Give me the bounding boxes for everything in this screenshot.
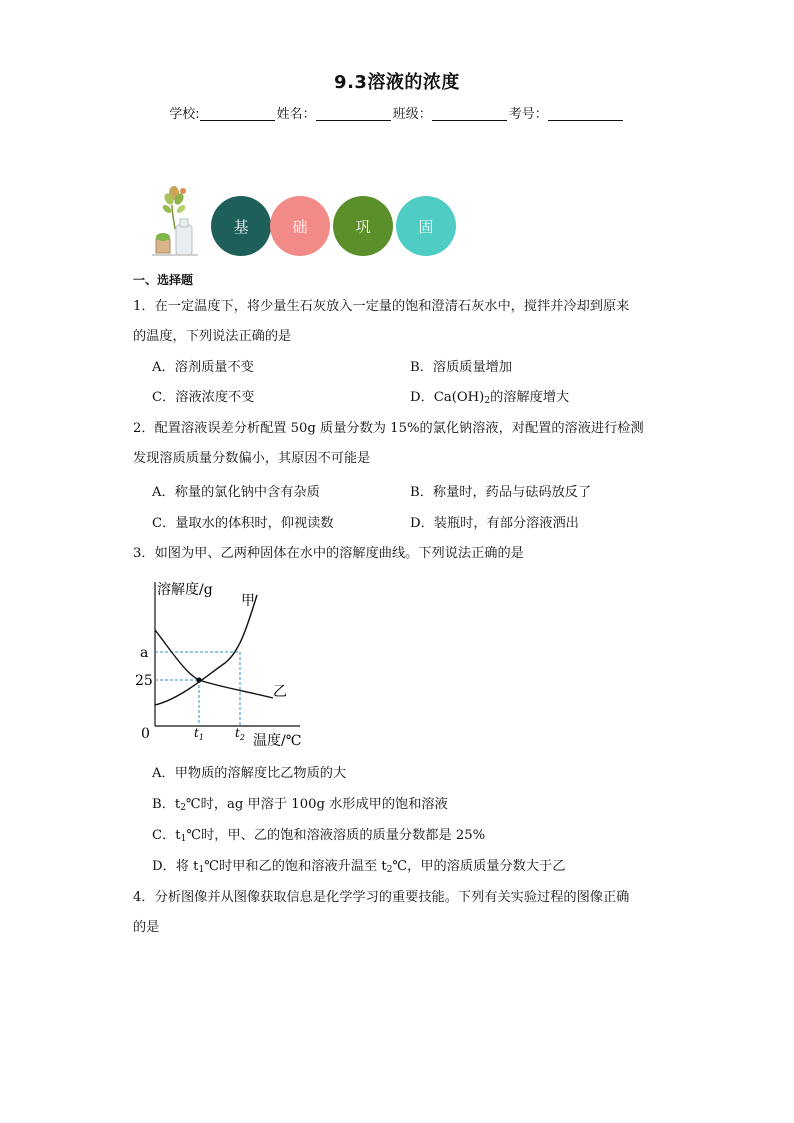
q1-d-pre: D．Ca(OH) bbox=[410, 390, 485, 405]
y-tick-25: 25 bbox=[135, 673, 153, 689]
class-blank bbox=[432, 107, 507, 121]
q3-d-post: ℃，甲的溶质质量分数大于乙 bbox=[392, 859, 566, 874]
number-label: 考号： bbox=[508, 107, 548, 122]
x-tick-t2-t: t bbox=[235, 726, 240, 740]
q1-option-c: C．溶液浓度不变 bbox=[152, 390, 255, 405]
school-blank bbox=[200, 107, 275, 121]
q3-b-sub: 2 bbox=[180, 803, 186, 813]
section-heading: 一、选择题 bbox=[133, 273, 194, 287]
q3-d-sub2: 2 bbox=[386, 865, 393, 875]
q3-option-c bbox=[152, 826, 485, 849]
question-1-line2: 的温度，下列说法正确的是 bbox=[133, 329, 292, 344]
q3-c-post: ℃时，甲、乙的饱和溶液溶质的质量分数都是 25% bbox=[186, 828, 486, 843]
q1-option-d bbox=[410, 388, 569, 411]
x-tick-t1-sub: 1 bbox=[198, 733, 204, 742]
badge-gu-text: 固 bbox=[418, 217, 434, 236]
question-3-line1: 3．如图为甲、乙两种固体在水中的溶解度曲线。下列说法正确的是 bbox=[133, 546, 524, 561]
q1-d-post: 的溶解度增大 bbox=[490, 390, 570, 405]
q3-option-b bbox=[152, 795, 448, 818]
q3-option-a: A．甲物质的溶解度比乙物质的大 bbox=[152, 766, 347, 781]
question-4-line1: 4．分析图像并从图像获取信息是化学学习的重要技能。下列有关实验过程的图像正确 bbox=[133, 890, 630, 905]
badge-gong-text: 巩 bbox=[355, 217, 371, 236]
solubility-curve-figure bbox=[135, 577, 315, 752]
name-blank bbox=[316, 107, 391, 121]
badge-ji bbox=[211, 196, 271, 256]
q1-option-b: B．溶质质量增加 bbox=[410, 360, 513, 375]
badge-chu-text: 础 bbox=[292, 217, 308, 236]
badge-gu bbox=[396, 196, 456, 256]
q1-d-sub: 2 bbox=[484, 396, 491, 406]
question-1-line1: 1．在一定温度下，将少量生石灰放入一定量的饱和澄清石灰水中，搅拌并冷却到原来 bbox=[133, 299, 630, 314]
origin-label: 0 bbox=[141, 726, 150, 742]
y-axis-label: 溶解度/g bbox=[157, 582, 213, 598]
school-label: 学校: bbox=[169, 107, 200, 122]
x-tick-t2 bbox=[235, 726, 245, 742]
question-2-line1: 2．配置溶液误差分析配置 50g 质量分数为 15%的氯化钠溶液，对配置的溶液进行检测 bbox=[133, 421, 644, 436]
label-yi: 乙 bbox=[273, 684, 287, 700]
curve-yi bbox=[155, 630, 273, 698]
q2-option-c: C．量取水的体积时，仰视读数 bbox=[152, 516, 334, 531]
question-1 bbox=[133, 292, 663, 352]
x-axis-label: 温度/℃ bbox=[253, 733, 302, 749]
badge-ji-text: 基 bbox=[233, 217, 249, 236]
question-2 bbox=[133, 414, 663, 474]
intersection-point bbox=[196, 677, 201, 682]
q3-b-post: ℃时，ag 甲溶于 100g 水形成甲的饱和溶液 bbox=[185, 797, 448, 812]
x-tick-t1 bbox=[194, 726, 204, 742]
q2-option-d: D．装瓶时，有部分溶液洒出 bbox=[410, 516, 579, 531]
label-jia: 甲 bbox=[241, 593, 255, 609]
question-4-line2: 的是 bbox=[133, 920, 160, 935]
name-label: 姓名： bbox=[276, 107, 316, 122]
q3-c-pre: C．t bbox=[152, 828, 181, 843]
question-4 bbox=[133, 883, 663, 943]
page-title: 9.3溶液的浓度 bbox=[334, 72, 460, 93]
q1-option-a: A．溶剂质量不变 bbox=[152, 360, 254, 375]
x-tick-t1-t: t bbox=[194, 726, 199, 740]
number-blank bbox=[548, 107, 623, 121]
q3-d-pre: D．将 t bbox=[152, 859, 199, 874]
q3-d-mid: ℃时甲和乙的饱和溶液升温至 t bbox=[204, 859, 387, 874]
q3-d-sub: 1 bbox=[198, 865, 205, 875]
plant-vase-icon bbox=[150, 183, 202, 258]
q3-option-d bbox=[152, 857, 565, 880]
q2-option-a: A．称量的氯化钠中含有杂质 bbox=[152, 485, 320, 500]
y-tick-a: a bbox=[140, 645, 149, 661]
student-info-line bbox=[0, 103, 794, 122]
badge-chu bbox=[270, 196, 330, 256]
class-label: 班级： bbox=[392, 107, 432, 122]
x-tick-t2-sub: 2 bbox=[239, 733, 245, 742]
question-2-line2: 发现溶质质量分数偏小，其原因不可能是 bbox=[133, 451, 371, 466]
q3-b-pre: B．t bbox=[152, 797, 181, 812]
q2-option-b: B．称量时，药品与砝码放反了 bbox=[410, 485, 592, 500]
question-3 bbox=[133, 539, 663, 569]
q3-c-sub: 1 bbox=[180, 834, 187, 844]
badge-gong bbox=[333, 196, 393, 256]
